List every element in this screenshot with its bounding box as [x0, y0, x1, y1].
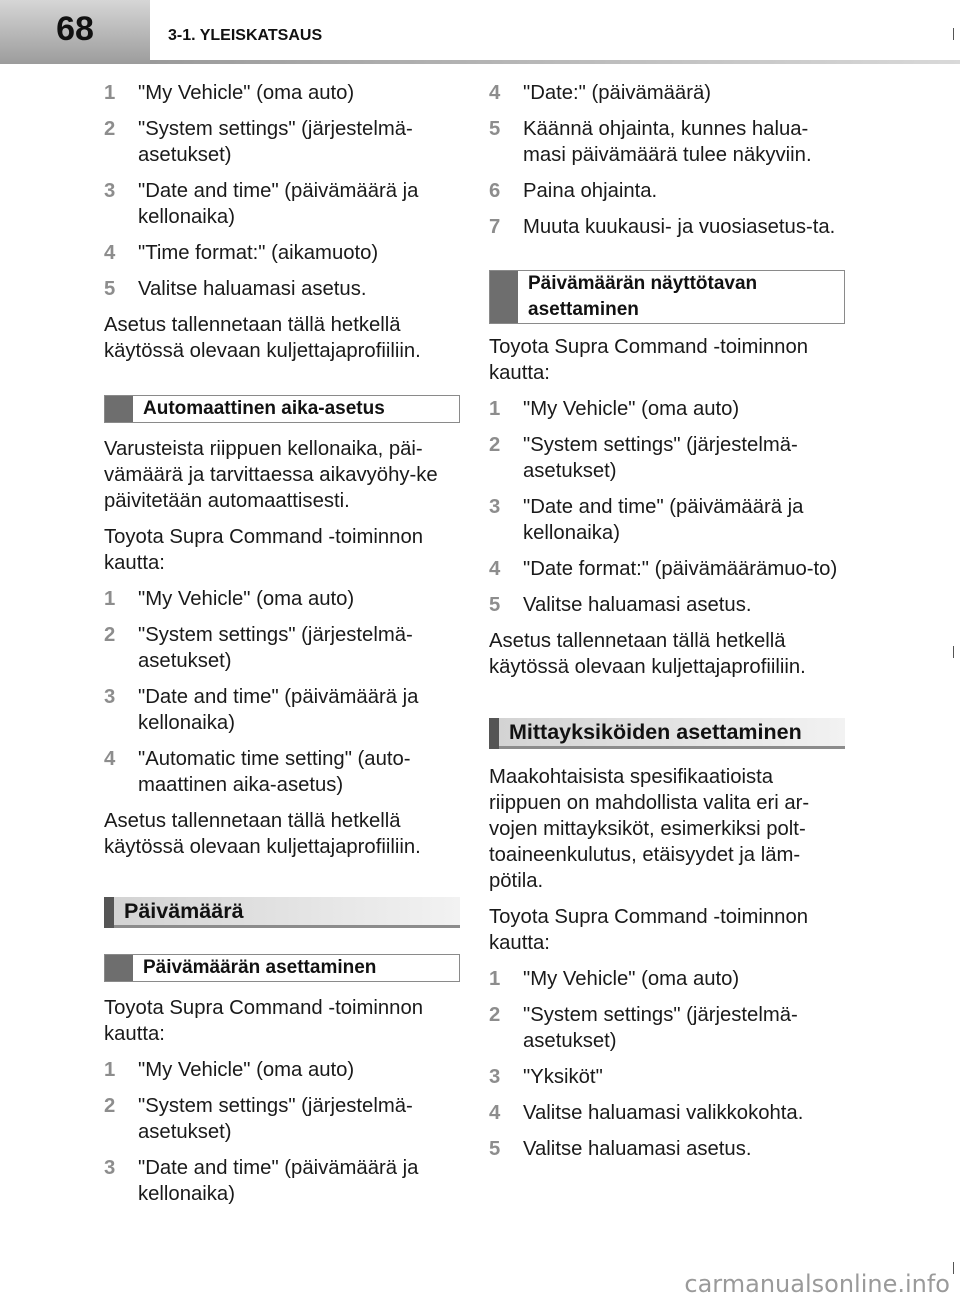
step-number: 5	[489, 594, 501, 616]
step-text: "System settings" (järjestelmä-asetukset)	[138, 624, 413, 672]
paragraph: Toyota Supra Command -toiminnon kautta:	[104, 526, 424, 574]
step-number: 5	[489, 1138, 501, 1160]
step-item	[489, 432, 845, 484]
step-text: "My Vehicle" (oma auto)	[523, 968, 740, 990]
step-item	[489, 592, 845, 618]
step-number: 3	[104, 1157, 116, 1179]
step-text: "Yksiköt"	[523, 1066, 603, 1088]
heading-bar	[105, 396, 133, 422]
heading-bar	[104, 897, 114, 928]
step-number: 2	[489, 434, 501, 456]
step-text: Käännä ohjainta, kunnes halua-masi päivämäärä tulee näkyviin.	[523, 118, 812, 166]
step-item	[104, 116, 460, 168]
step-number: 2	[104, 624, 116, 646]
step-text: "Automatic time setting" (auto-maattinen aika-asetus)	[138, 748, 411, 796]
step-text: "Time format:" (aikamuoto)	[138, 242, 379, 264]
paragraph: Toyota Supra Command -toiminnon kautta:	[489, 336, 809, 384]
step-item	[104, 80, 460, 106]
paragraph: Maakohtaisista spesifikaatioista riippuen on mahdollista valita eri ar-vojen mittayksiköt, esimerkiksi polt-toaineenkulutus, etäisyydet ja läm-pötila.	[489, 766, 810, 892]
step-item	[489, 214, 845, 240]
step-number: 1	[489, 398, 501, 420]
step-item	[104, 276, 460, 302]
heading-bar	[490, 271, 518, 323]
step-number: 3	[489, 1066, 501, 1088]
step-number: 2	[104, 1095, 116, 1117]
step-item	[104, 684, 460, 736]
step-number: 1	[489, 968, 501, 990]
step-text: Paina ohjainta.	[523, 180, 658, 202]
step-text: "Date and time" (päivämäärä ja kellonaika)	[138, 180, 419, 228]
step-number: 1	[104, 82, 116, 104]
step-text: "System settings" (järjestelmä-asetukset)	[523, 434, 798, 482]
page-header	[0, 0, 960, 64]
subheading-text: Päivämäärän asettaminen	[143, 957, 377, 978]
step-number: 1	[104, 1059, 116, 1081]
step-text: "Date and time" (päivämäärä ja kellonaika)	[523, 496, 804, 544]
step-item	[104, 1093, 460, 1145]
step-number: 5	[489, 118, 501, 140]
step-text: "System settings" (järjestelmä-asetukset)	[523, 1004, 798, 1052]
section-title: 3-1. YLEISKATSAUS	[168, 27, 323, 44]
step-item	[489, 556, 845, 582]
section-heading	[489, 718, 845, 749]
heading-bar	[489, 718, 499, 749]
step-item	[104, 586, 460, 612]
step-item	[489, 1002, 845, 1054]
step-number: 4	[489, 82, 501, 104]
step-text: "My Vehicle" (oma auto)	[138, 588, 355, 610]
step-item	[489, 1136, 845, 1162]
step-item	[489, 1100, 845, 1126]
step-number: 4	[489, 558, 501, 580]
step-list	[104, 1057, 460, 1207]
paragraph: Asetus tallennetaan tällä hetkellä käytössä olevaan kuljettajaprofiiliin.	[104, 810, 421, 858]
step-text: Valitse haluamasi valikkokohta.	[523, 1102, 804, 1124]
step-item	[489, 80, 845, 106]
step-number: 7	[489, 216, 501, 238]
step-item	[104, 178, 460, 230]
step-item	[489, 178, 845, 204]
step-number: 6	[489, 180, 501, 202]
right-column	[489, 70, 845, 1162]
step-text: "Date and time" (päivämäärä ja kellonaika)	[138, 1157, 419, 1205]
step-list	[104, 586, 460, 798]
paragraph: Toyota Supra Command -toiminnon kautta:	[489, 906, 809, 954]
step-item	[489, 494, 845, 546]
section-heading-text: Mittayksiköiden asettaminen	[509, 720, 802, 744]
heading-bar	[105, 955, 133, 981]
step-number: 3	[104, 686, 116, 708]
step-text: Valitse haluamasi asetus.	[523, 1138, 752, 1160]
page-number: 68	[56, 10, 94, 48]
step-text: "My Vehicle" (oma auto)	[138, 82, 355, 104]
header-rule	[150, 60, 960, 64]
step-list	[489, 80, 845, 240]
left-column	[104, 70, 460, 1207]
section-heading	[104, 897, 460, 928]
subheading-text: Päivämäärän näyttötavan asettaminen	[528, 273, 758, 320]
step-item	[489, 396, 845, 422]
step-text: "My Vehicle" (oma auto)	[523, 398, 740, 420]
step-number: 3	[489, 496, 501, 518]
paragraph: Asetus tallennetaan tällä hetkellä käytössä olevaan kuljettajaprofiiliin.	[489, 630, 806, 678]
watermark: carmanualsonline.info	[684, 1270, 950, 1298]
step-list	[104, 80, 460, 302]
step-text: "System settings" (järjestelmä-asetukset)	[138, 1095, 413, 1143]
step-number: 4	[104, 242, 116, 264]
step-item	[104, 746, 460, 798]
step-number: 2	[104, 118, 116, 140]
step-number: 4	[489, 1102, 501, 1124]
step-item	[104, 1057, 460, 1083]
step-number: 4	[104, 748, 116, 770]
step-item	[489, 966, 845, 992]
subheading-box	[104, 395, 460, 423]
step-text: Muuta kuukausi- ja vuosiasetus-ta.	[523, 216, 836, 238]
crop-mark	[953, 1262, 954, 1274]
crop-mark	[953, 28, 954, 40]
step-text: "Date and time" (päivämäärä ja kellonaika)	[138, 686, 419, 734]
step-item	[489, 116, 845, 168]
step-number: 1	[104, 588, 116, 610]
step-text: "System settings" (järjestelmä-asetukset)	[138, 118, 413, 166]
paragraph: Varusteista riippuen kellonaika, päi-vämäärä ja tarvittaessa aikavyöhy-ke päivitetään automaattisesti.	[104, 438, 438, 512]
subheading-text: Automaattinen aika-asetus	[143, 398, 385, 419]
step-text: Valitse haluamasi asetus.	[523, 594, 752, 616]
step-item	[104, 622, 460, 674]
step-item	[104, 1155, 460, 1207]
step-item	[489, 1064, 845, 1090]
step-list	[489, 966, 845, 1162]
crop-mark	[953, 646, 954, 658]
step-list	[489, 396, 845, 618]
subheading-box	[104, 954, 460, 982]
step-item	[104, 240, 460, 266]
step-text: "My Vehicle" (oma auto)	[138, 1059, 355, 1081]
step-text: "Date format:" (päivämäärämuo-to)	[523, 558, 838, 580]
step-number: 3	[104, 180, 116, 202]
step-text: Valitse haluamasi asetus.	[138, 278, 367, 300]
paragraph: Toyota Supra Command -toiminnon kautta:	[104, 997, 424, 1045]
step-number: 2	[489, 1004, 501, 1026]
subheading-box	[489, 270, 845, 324]
section-heading-text: Päivämäärä	[124, 899, 244, 923]
page-number-tab	[0, 0, 150, 64]
step-number: 5	[104, 278, 116, 300]
paragraph: Asetus tallennetaan tällä hetkellä käytössä olevaan kuljettajaprofiiliin.	[104, 314, 421, 362]
step-text: "Date:" (päivämäärä)	[523, 82, 711, 104]
